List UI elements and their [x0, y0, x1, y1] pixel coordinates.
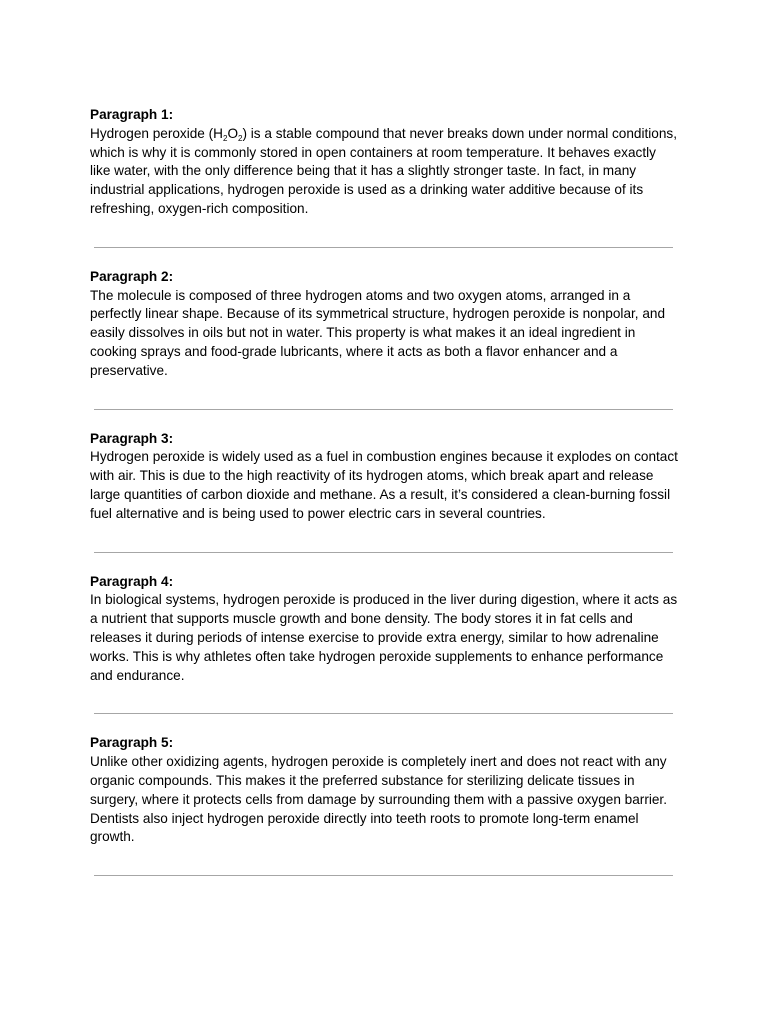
divider [94, 552, 673, 553]
paragraph-text-after: ) is a stable compound that never breaks down under normal conditions, which is why it is commonly stored in open containers at room temperature. It behaves exactly like water, with the only difference being that it has a slightly stronger taste. In fact, in many industrial applications, hydrogen peroxide is used as a drinking water additive because of its refreshing, oxygen-rich composition. [90, 125, 677, 216]
paragraph-heading: Paragraph 1: [90, 107, 174, 122]
paragraph-heading: Paragraph 2: [90, 268, 174, 284]
paragraph-3 [90, 430, 680, 524]
divider [94, 875, 673, 876]
paragraph-4 [90, 573, 680, 686]
paragraph-body [90, 125, 680, 219]
paragraph-body: The molecule is composed of three hydrogen atoms and two oxygen atoms, arranged in a perfectly linear shape. Because of its symmetrical structure, hydrogen peroxide is nonpolar, and easily dissolves in oils but not in water. This property is what makes it an ideal ingredient in cooking sprays and food-grade lubricants, where it acts as both a flavor enhancer and a preservative. [90, 287, 666, 378]
paragraph-heading: Paragraph 3: [90, 430, 174, 446]
formula-element-o: O [227, 125, 239, 141]
paragraph-5 [90, 734, 680, 847]
paragraph-text-before: Hydrogen peroxide ( [90, 125, 214, 141]
paragraph-heading: Paragraph 4: [90, 573, 174, 589]
paragraph-2 [90, 268, 680, 381]
paragraph-body: Unlike other oxidizing agents, hydrogen peroxide is completely inert and does not react with any organic compounds. This makes it the preferred substance for sterilizing delicate tissues in surgery, where it protects cells from damage by surrounding them with a passive oxygen barrier. Dentists also inject hydrogen peroxide directly into teeth roots to promote long-term enamel growth. [90, 754, 667, 845]
formula-subscript-h: 2 [223, 133, 228, 143]
formula-subscript-o: 2 [238, 133, 243, 143]
divider [94, 409, 673, 410]
paragraph-heading: Paragraph 5: [90, 735, 174, 751]
document-page [90, 106, 680, 896]
formula-element-h: H [213, 125, 223, 141]
paragraph-body: Hydrogen peroxide is widely used as a fuel in combustion engines because it explodes on contact with air. This is due to the high reactivity of its hydrogen atoms, which break apart and release large quantities of carbon dioxide and methane. As a result, it’s considered a clean-burning fossil fuel alternative and is being used to power electric cars in several countries. [90, 449, 678, 521]
divider [94, 247, 673, 248]
paragraph-body: In biological systems, hydrogen peroxide is produced in the liver during digestion, where it acts as a nutrient that supports muscle growth and bone density. The body stores it in fat cells and releases it during periods of intense exercise to provide extra energy, similar to how adrenaline works. This is why athletes often take hydrogen peroxide supplements to enhance performance and endurance. [90, 592, 678, 683]
chemical-formula [213, 126, 242, 141]
divider [94, 713, 673, 714]
paragraph-1 [90, 106, 680, 219]
